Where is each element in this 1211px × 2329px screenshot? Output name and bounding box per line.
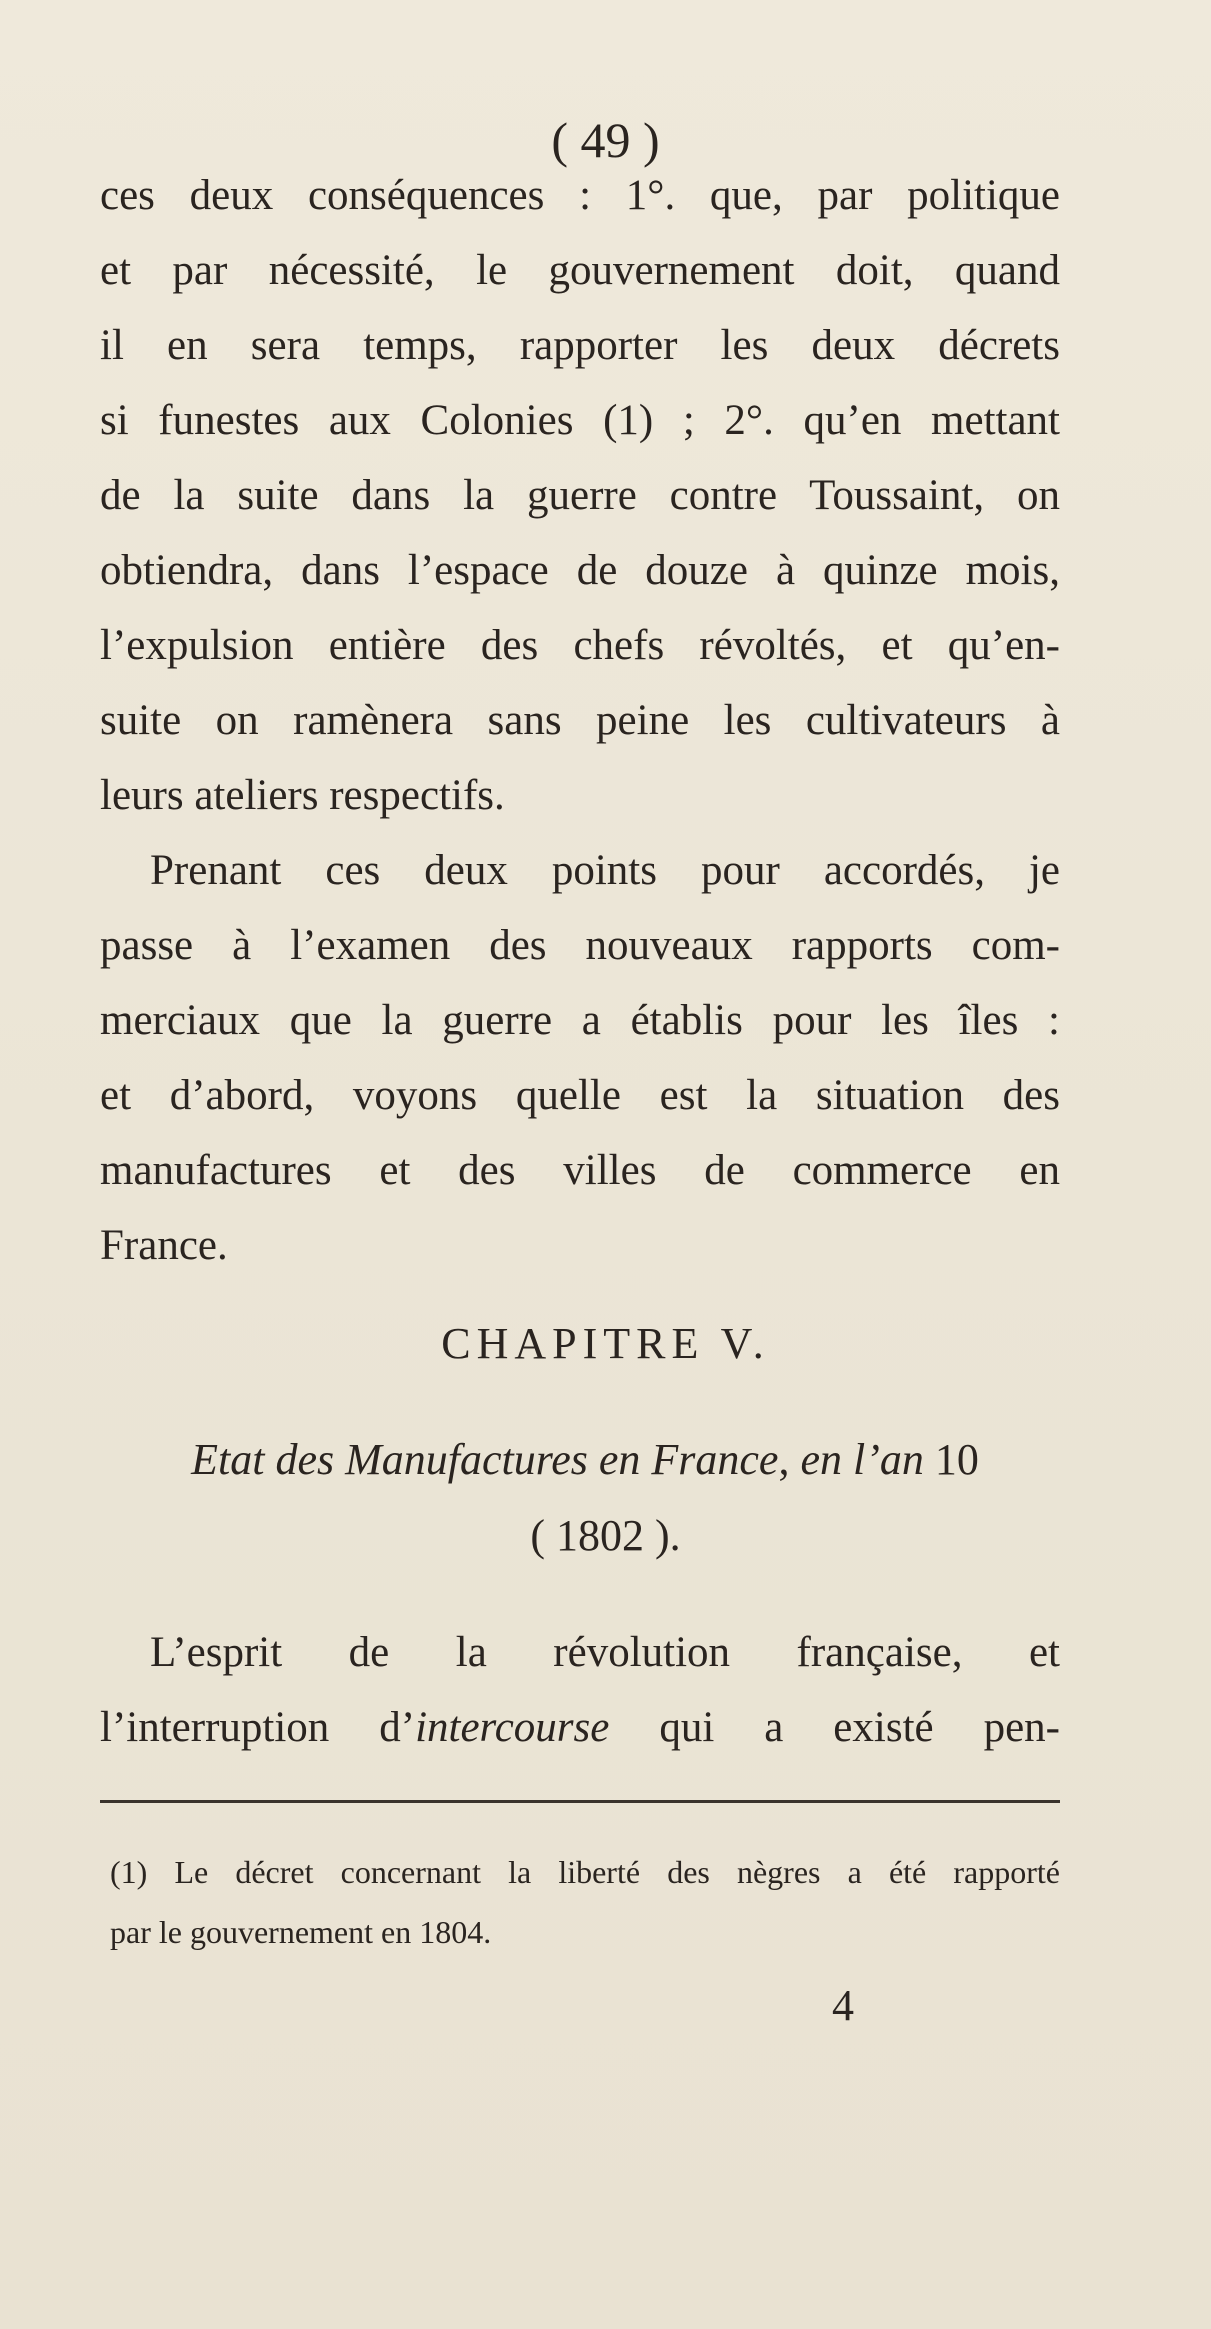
signature-mark: 4	[832, 1981, 854, 2030]
text-line: leurs ateliers respectifs.	[100, 772, 505, 819]
italic-term: intercourse	[415, 1704, 610, 1751]
footnote-line: par le gouvernement en 1804.	[110, 1914, 492, 1950]
subtitle-italic: Etat des Manufactures en France	[191, 1435, 779, 1484]
subtitle-comma: ,	[778, 1435, 790, 1484]
text-segment: l’interruption d’	[100, 1704, 416, 1751]
subtitle-year: ( 1802 ).	[530, 1511, 681, 1560]
text-segment: qui a existé pen-	[609, 1704, 1060, 1751]
text-line: ces deux conséquences : 1°. que, par politique	[100, 172, 1060, 219]
text-line: suite on ramènera sans peine les cultivateurs à	[100, 697, 1060, 744]
footnote-rule	[100, 1800, 1060, 1803]
text-line: obtiendra, dans l’espace de douze à quinze mois,	[100, 547, 1060, 594]
text-line: Prenant ces deux points pour accordés, je	[150, 847, 1060, 894]
chapter-subtitle	[110, 1432, 1060, 1488]
subtitle-year-roman: 10	[923, 1435, 979, 1484]
subtitle-italic-2: en l’an	[789, 1435, 924, 1484]
text-line: merciaux que la guerre a établis pour les îles :	[100, 997, 1060, 1044]
text-line: et d’abord, voyons quelle est la situation des	[100, 1072, 1060, 1119]
text-line: manufactures et des villes de commerce en	[100, 1147, 1060, 1194]
text-line: et par nécessité, le gouvernement doit, quand	[100, 247, 1060, 294]
text-line: si funestes aux Colonies (1) ; 2°. qu’en mettant	[100, 397, 1060, 444]
text-line: il en sera temps, rapporter les deux décrets	[100, 322, 1060, 369]
text-line: France.	[100, 1222, 228, 1269]
footnote-line: (1) Le décret concernant la liberté des nègres a été rapporté	[110, 1854, 1060, 1890]
text-line: l’expulsion entière des chefs révoltés, et qu’en-	[100, 622, 1060, 669]
text-line	[100, 1700, 1060, 1756]
text-line: passe à l’examen des nouveaux rapports com-	[100, 922, 1060, 969]
text-line: L’esprit de la révolution française, et	[150, 1629, 1060, 1676]
text-line: de la suite dans la guerre contre Toussaint, on	[100, 472, 1060, 519]
page-number: ( 49 )	[551, 112, 660, 168]
chapter-heading: CHAPITRE V.	[441, 1319, 770, 1368]
